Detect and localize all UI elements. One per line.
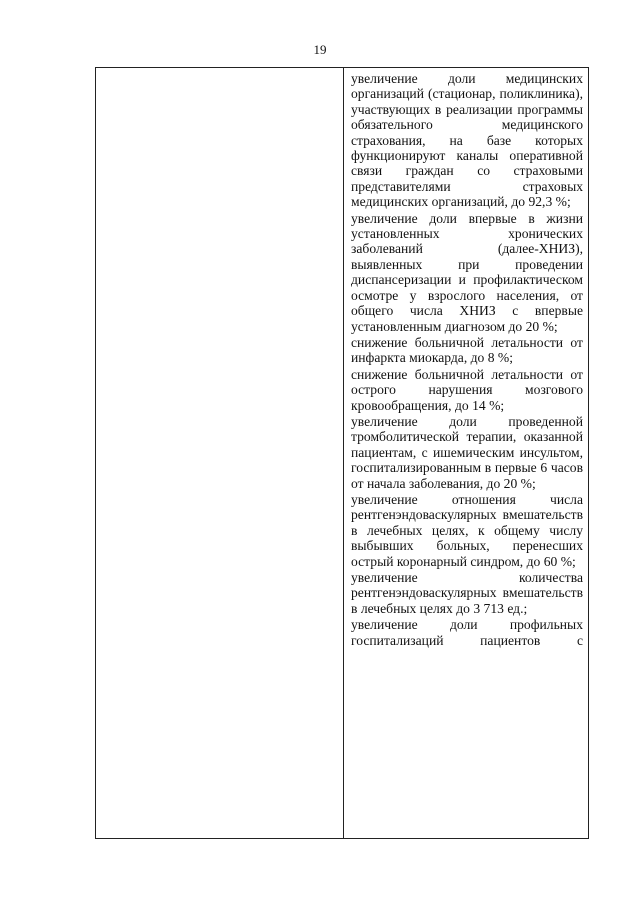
entry-endovascular-ratio: увеличение отношения числа рентгенэндоваскулярных вмешательств в лечебных целях, к общему числу выбывших больных, перенесших острый коронарный синдром, до 60 %; <box>351 491 583 569</box>
entry-endovascular-count: увеличение количества рентгенэндоваскулярных вмешательств в лечебных целях до 3 713 ед.; <box>351 570 583 616</box>
entry-stroke-mortality: снижение больничной летальности от острого нарушения мозгового кровообращения, до 14 %; <box>351 366 583 413</box>
table-left-cell <box>96 68 344 838</box>
document-table <box>95 67 589 839</box>
entry-chronic-disease-share: увеличение доли впервые в жизни установленных хронических заболеваний (далее-ХНИЗ), выявленных при проведении диспансеризации и профилактическом осмотре у взрослого населения, от общего числа ХНИЗ с впервые установленным диагнозом до 20 %; <box>351 210 583 334</box>
entry-infarction-mortality: снижение больничной летальности от инфаркта миокарда, до 8 %; <box>351 334 583 366</box>
page-number: 19 <box>313 42 327 57</box>
entry-thrombolytic-therapy: увеличение доли проведенной тромболитической терапии, оказанной пациентам, с ишемическим инсультом, госпитализированным в первые 6 часов от начала заболевания, до 20 %; <box>351 413 583 491</box>
table-right-cell <box>344 68 588 838</box>
entry-profile-hospitalizations: увеличение доли профильных госпитализаций пациентов с <box>351 617 583 648</box>
entry-med-org-share: увеличение доли медицинских организаций (стационар, поликлиника), участвующих в реализации программы обязательного медицинского страхования, на базе которых функционируют каналы оперативной связи граждан со страховыми представителями страховых медицинских организаций, до 92,3 %; <box>351 71 583 210</box>
